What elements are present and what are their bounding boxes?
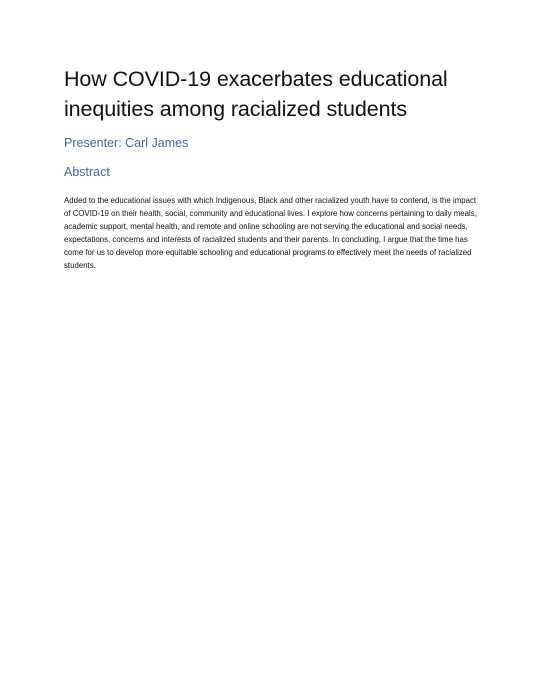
document-title: How COVID-19 exacerbates educational inequities among racialized students: [64, 67, 448, 121]
presenter-line: Presenter: Carl James: [64, 136, 189, 150]
abstract-paragraph: Added to the educational issues with which Indigenous, Black and other racialized youth have to contend, is the impact of COVID-19 on their health, social, community and educational lives. I explore how concerns pertaining to daily meals, academic support, mental health, and remote and online schooling are not serving the educational and social needs, expectations, concerns and interests of racialized students and their parents. In concluding, I argue that the time has come for us to develop more equitable schooling and educational programs to effectively meet the needs of racialized students.: [64, 196, 477, 270]
abstract-heading: Abstract: [64, 165, 110, 179]
